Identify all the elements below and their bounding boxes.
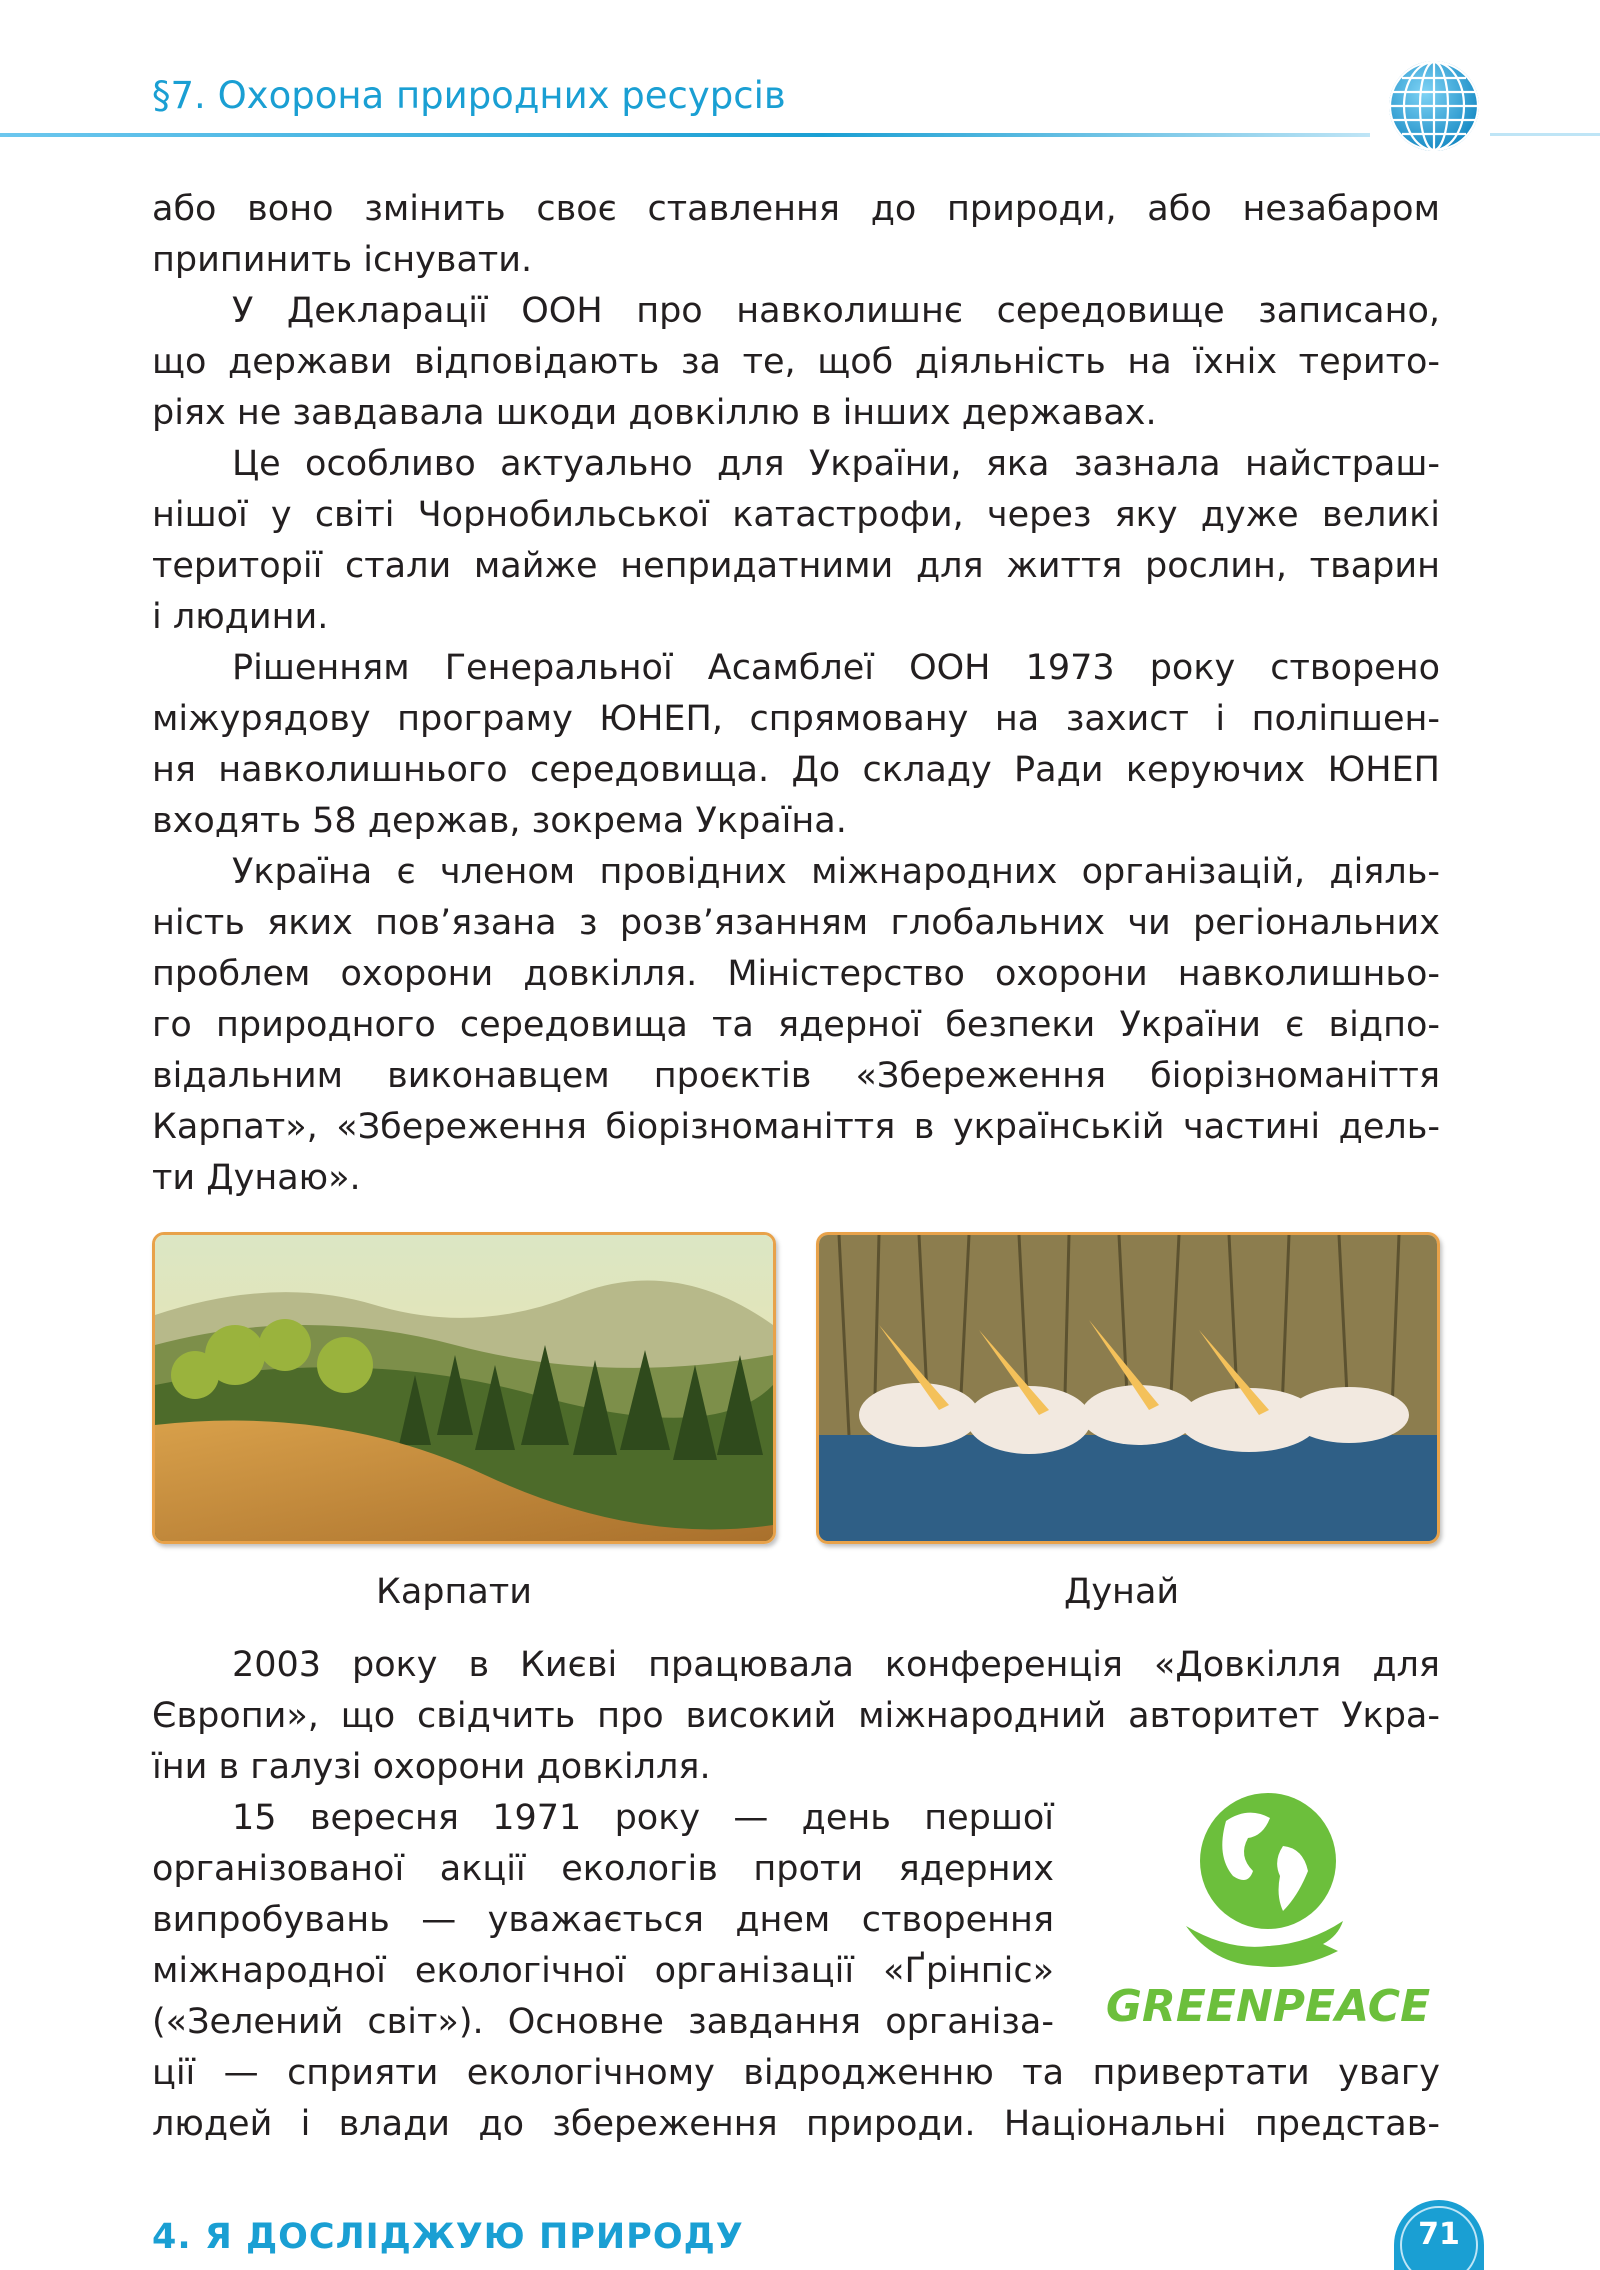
greenpeace-wordmark: GREENPEACE xyxy=(1105,1981,1431,2032)
carpathians-photo xyxy=(152,1232,776,1544)
globe-icon xyxy=(1386,58,1482,154)
body-text-top xyxy=(152,184,1440,1204)
paragraph-line: проблем охорони довкілля. Міністерство охорони навколишньо- xyxy=(152,954,1440,994)
paragraph-line: людей і влади до збереження природи. Національні представ- xyxy=(152,2104,1440,2144)
paragraph-line: їни в галузі охорони довкілля. xyxy=(152,1747,711,1787)
paragraph-line: нішої у світі Чорнобильської катастрофи, через яку дуже великі xyxy=(152,495,1440,535)
paragraph-line: ти Дунаю». xyxy=(152,1158,361,1198)
paragraph: Рішенням Генеральної Асамблеї ООН 1973 року створено xyxy=(232,648,1440,688)
body-text-greenpeace xyxy=(152,1793,1054,2048)
paragraph-line: ріях не завдавала шкоди довкіллю в інших державах. xyxy=(152,393,1157,433)
paragraph-line: відальним виконавцем проєктів «Збереження біорізноманіття xyxy=(152,1056,1440,1096)
paragraph-line: міжнародної екологічної організації «Ґрінпіс» xyxy=(152,1951,1054,1991)
paragraph: або воно змінить своє ставлення до природи, або незабаром xyxy=(152,189,1440,229)
chapter-title: §7. Охорона природних ресурсів xyxy=(152,74,786,117)
paragraph-line: і людини. xyxy=(152,597,329,637)
danube-pelicans-photo xyxy=(816,1232,1440,1544)
paragraph: Україна є членом провідних міжнародних організацій, діяль- xyxy=(232,852,1440,892)
paragraph: У Декларації ООН про навколишнє середовище записано, xyxy=(232,291,1440,331)
paragraph-line: міжурядову програму ЮНЕП, спрямовану на захист і поліпшен- xyxy=(152,699,1440,739)
paragraph-line: що держави відповідають за те, щоб діяльність на їхніх терито- xyxy=(152,342,1440,382)
page-number: 71 xyxy=(1418,2217,1460,2252)
paragraph-line: («Зелений світ»). Основне завдання організа- xyxy=(152,2002,1054,2042)
paragraph: 2003 року в Києві працювала конференція «Довкілля для xyxy=(232,1645,1440,1685)
body-text-mid xyxy=(152,1640,1440,1793)
paragraph-line: випробувань — уважається днем створення xyxy=(152,1900,1054,1940)
page-header xyxy=(0,0,1600,150)
paragraph: 15 вересня 1971 року — день першої xyxy=(232,1798,1054,1838)
paragraph-line: Європи», що свідчить про високий міжнародний авторитет Укра- xyxy=(152,1696,1440,1736)
paragraph: припинить існувати. xyxy=(152,240,533,280)
paragraph-line: території стали майже непридатними для життя рослин, тварин xyxy=(152,546,1440,586)
paragraph: Це особливо актуально для України, яка зазнала найстраш- xyxy=(232,444,1440,484)
paragraph-line: го природного середовища та ядерної безпеки України є відпо- xyxy=(152,1005,1440,1045)
danube-caption: Дунай xyxy=(1064,1572,1180,1612)
paragraph-line: ції — сприяти екологічному відродженню та привертати увагу xyxy=(152,2053,1440,2093)
greenpeace-logo xyxy=(1098,1776,1438,2036)
carpathians-caption: Карпати xyxy=(376,1572,532,1612)
paragraph-line: ня навколишнього середовища. До складу Ради керуючих ЮНЕП xyxy=(152,750,1440,790)
footer-section-title: 4. Я ДОСЛІДЖУЮ ПРИРОДУ xyxy=(152,2217,744,2257)
paragraph-line: входять 58 держав, зокрема Україна. xyxy=(152,801,847,841)
paragraph-line: ність яких пов’язана з розв’язанням глобальних чи регіональних xyxy=(152,903,1440,943)
paragraph-line: Карпат», «Збереження біорізноманіття в українській частині дель- xyxy=(152,1107,1440,1147)
header-rule xyxy=(0,128,1600,144)
body-text-bottom xyxy=(152,2048,1440,2150)
paragraph-line: організованої акції екологів проти ядерних xyxy=(152,1849,1054,1889)
